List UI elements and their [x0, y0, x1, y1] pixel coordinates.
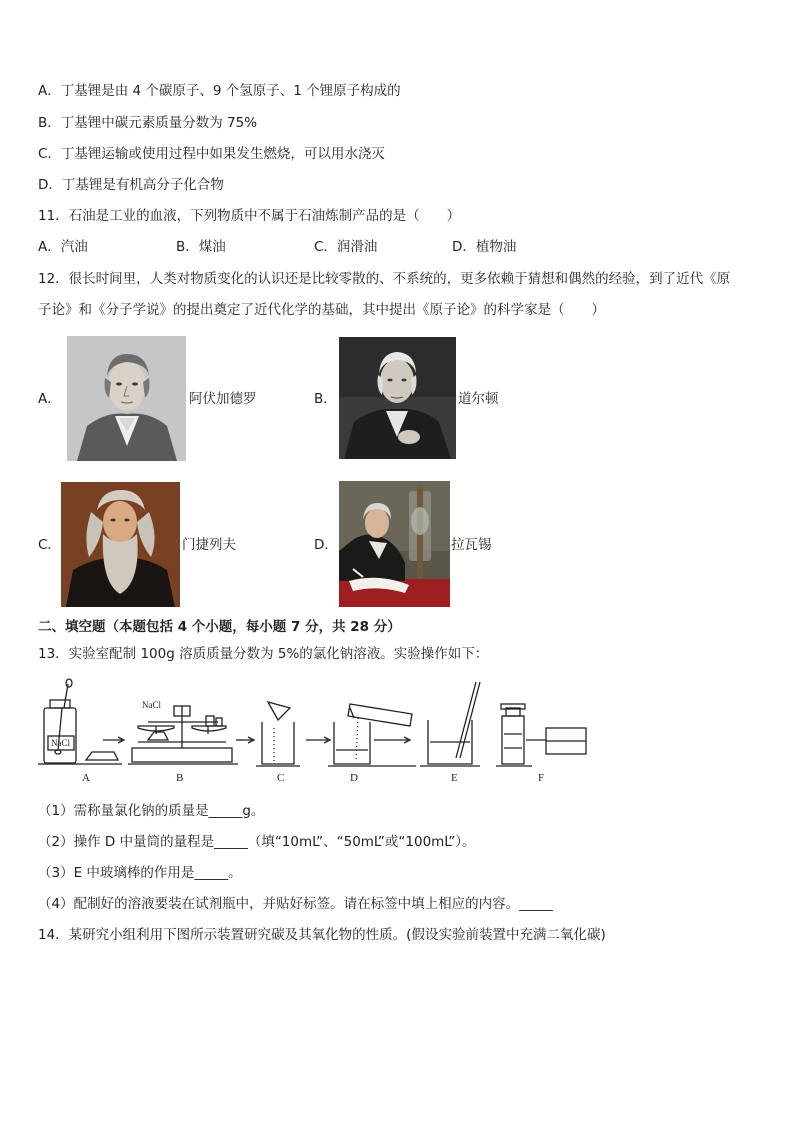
q11-option-b: B．煤油	[176, 239, 226, 255]
q11-option-c: C．润滑油	[314, 239, 378, 255]
figure-label-c: C	[277, 772, 285, 784]
q12-option-b-name: 道尔顿	[458, 391, 499, 407]
figure-label-b: B	[176, 772, 184, 784]
reagent-bottle-label: NaCl	[51, 738, 70, 748]
q12-option-b-letter: B．	[314, 391, 337, 407]
q14-stem: 14．某研究小组利用下图所示装置研究碳及其氧化物的性质。(假设实验前装置中充满二氧化碳)	[38, 927, 606, 943]
dalton-portrait	[339, 337, 456, 459]
glass-rod-icon	[420, 682, 480, 766]
q10-option-c: C．丁基锂运输或使用过程中如果发生燃烧，可以用水浇灭	[38, 146, 385, 162]
q11-stem: 11．石油是工业的血液，下列物质中不属于石油炼制产品的是（ ）	[38, 208, 461, 224]
balance-label: NaCl	[142, 700, 161, 710]
q13-stem: 13．实验室配制 100g 溶质质量分数为 5%的氯化钠溶液。实验操作如下：	[38, 646, 489, 662]
q10-option-d: D．丁基锂是有机高分子化合物	[38, 177, 224, 193]
lavoisier-portrait	[339, 481, 450, 607]
figure-label-e: E	[451, 772, 458, 784]
mendeleev-portrait	[61, 482, 180, 607]
figure-label-d: D	[350, 772, 358, 784]
q13-apparatus-figure	[38, 678, 598, 788]
measuring-cylinder-icon	[328, 704, 416, 766]
balance-icon	[128, 706, 238, 764]
q12-option-d-letter: D．	[314, 537, 338, 553]
q12-option-c-name: 门捷列夫	[182, 537, 236, 553]
q10-option-a: A．丁基锂是由 4 个碳原子、9 个氢原子、1 个锂原子构成的	[38, 83, 401, 99]
avogadro-portrait	[67, 336, 186, 461]
beaker-icon	[256, 702, 300, 766]
q13-sub1: （1）需称量氯化钠的质量是_____g。	[38, 803, 265, 819]
q12-option-d-name: 拉瓦锡	[451, 537, 492, 553]
q13-sub2: （2）操作 D 中量筒的量程是_____（填“10mL”、“50mL”或“100mL”）。	[38, 834, 476, 850]
q10-option-b: B．丁基锂中碳元素质量分数为 75%	[38, 115, 258, 131]
q12-stem-line1: 12．很长时间里，人类对物质变化的认识还是比较零散的、不系统的，更多依赖于猜想和偶然的经验，到了近代《原	[38, 271, 731, 287]
figure-label-a: A	[82, 772, 90, 784]
q13-sub4: （4）配制好的溶液要装在试剂瓶中，并贴好标签。请在标签中填上相应的内容。_____	[38, 896, 553, 912]
reagent-bottle-icon	[38, 679, 122, 764]
q12-option-a-letter: A．	[38, 391, 61, 407]
figure-label-f: F	[538, 772, 545, 784]
q11-option-a: A．汽油	[38, 239, 88, 255]
q11-option-d: D．植物油	[452, 239, 517, 255]
labeled-bottle-icon	[496, 704, 586, 766]
q12-option-a-name: 阿伏加德罗	[189, 391, 257, 407]
q12-option-c-letter: C．	[38, 537, 61, 553]
q13-sub3: （3）E 中玻璃棒的作用是_____。	[38, 865, 242, 881]
q12-stem-line2: 子论》和《分子学说》的提出奠定了近代化学的基础，其中提出《原子论》的科学家是（ ）	[38, 302, 605, 318]
section-heading: 二、填空题（本题包括 4 个小题，每小题 7 分，共 28 分）	[38, 619, 401, 635]
